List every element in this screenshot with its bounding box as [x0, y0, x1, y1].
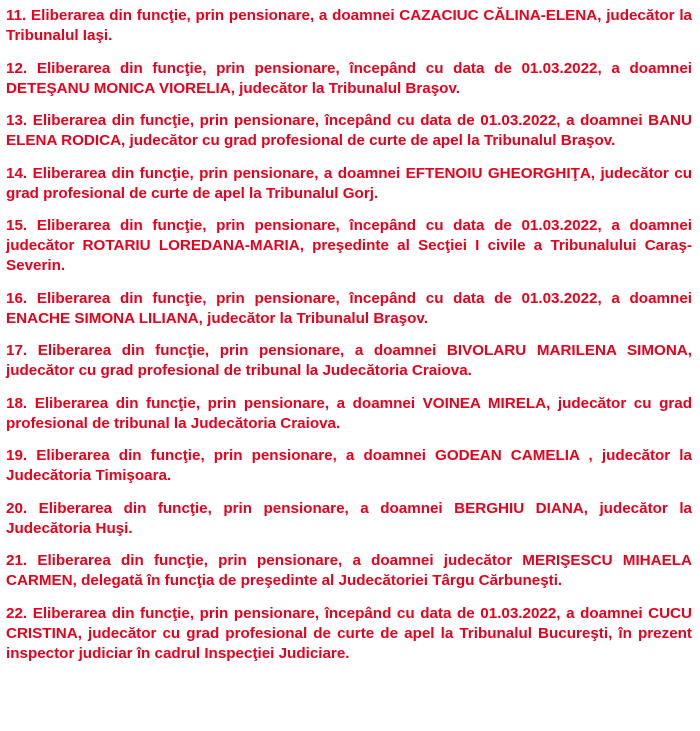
item-text: Eliberarea din funcţie, prin pensionare, a doamnei judecător MERIŞESCU MIHAELA CARMEN, delegată în funcţia de preşedinte al Judecătoriei Târgu Cărbuneşti.	[6, 552, 692, 589]
item-number: 19.	[6, 447, 28, 464]
list-item	[6, 394, 692, 434]
item-number: 18.	[6, 394, 28, 412]
item-number: 17.	[6, 342, 28, 359]
item-text: Eliberarea din funcţie, prin pensionare, a doamnei VOINEA MIRELA, judecător cu grad profesional de tribunal la Judecătoria Craiova.	[6, 394, 692, 432]
item-number: 22.	[6, 604, 28, 622]
item-text: Eliberarea din funcţie, prin pensionare, a doamnei CAZACIUC CĂLINA-ELENA, judecător la Tribunalul Iaşi.	[6, 7, 692, 44]
list-item	[6, 59, 692, 99]
list-item	[6, 446, 692, 486]
item-text: Eliberarea din funcţie, prin pensionare, începând cu data de 01.03.2022, a doamnei DETEŞANU MONICA VIORELIA, judecător la Tribunalul Braşov.	[6, 59, 692, 97]
item-number: 11.	[6, 7, 27, 24]
item-text: Eliberarea din funcţie, prin pensionare, începând cu data de 01.03.2022, a doamnei ENACHE SIMONA LILIANA, judecător la Tribunalul Braşov.	[6, 289, 692, 327]
list-item	[6, 111, 692, 151]
item-number: 13.	[6, 112, 28, 129]
item-number: 15.	[6, 217, 28, 234]
list-item	[6, 551, 692, 591]
list-item	[6, 604, 692, 664]
list-item	[6, 289, 692, 329]
item-number: 21.	[6, 552, 28, 569]
item-text: Eliberarea din funcţie, prin pensionare, începând cu data de 01.03.2022, a doamnei judecător ROTARIU LOREDANA-MARIA, preşedinte al Secţiei I civile a Tribunalului Caraş-Severin.	[6, 217, 692, 274]
list-item	[6, 164, 692, 204]
item-text: Eliberarea din funcţie, prin pensionare, a doamnei BIVOLARU MARILENA SIMONA, judecător cu grad profesional de tribunal la Judecătoria Craiova.	[6, 342, 692, 379]
list-item	[6, 216, 692, 276]
list-item	[6, 6, 692, 46]
item-number: 20.	[6, 499, 28, 517]
item-number: 14.	[6, 164, 28, 182]
item-text: Eliberarea din funcţie, prin pensionare, a doamnei BERGHIU DIANA, judecător la Judecătoria Huşi.	[6, 499, 692, 537]
item-text: Eliberarea din funcţie, prin pensionare, începând cu data de 01.03.2022, a doamnei CUCU CRISTINA, judecător cu grad profesional de curte de apel la Tribunalul Bucureşti, în prezent inspector judiciar în cadrul Inspecţiei Judiciare.	[6, 604, 692, 662]
item-text: Eliberarea din funcţie, prin pensionare, începând cu data de 01.03.2022, a doamnei BANU ELENA RODICA, judecător cu grad profesional de curte de apel la Tribunalul Braşov.	[6, 112, 692, 149]
list-item	[6, 499, 692, 539]
item-text: Eliberarea din funcţie, prin pensionare, a doamnei EFTENOIU GHEORGHIŢA, judecător cu grad profesional de curte de apel la Tribunalul Gorj.	[6, 164, 692, 202]
list-item	[6, 341, 692, 381]
item-text: Eliberarea din funcţie, prin pensionare, a doamnei GODEAN CAMELIA , judecător la Judecătoria Timişoara.	[6, 447, 692, 484]
item-number: 12.	[6, 59, 28, 77]
item-number: 16.	[6, 289, 28, 307]
